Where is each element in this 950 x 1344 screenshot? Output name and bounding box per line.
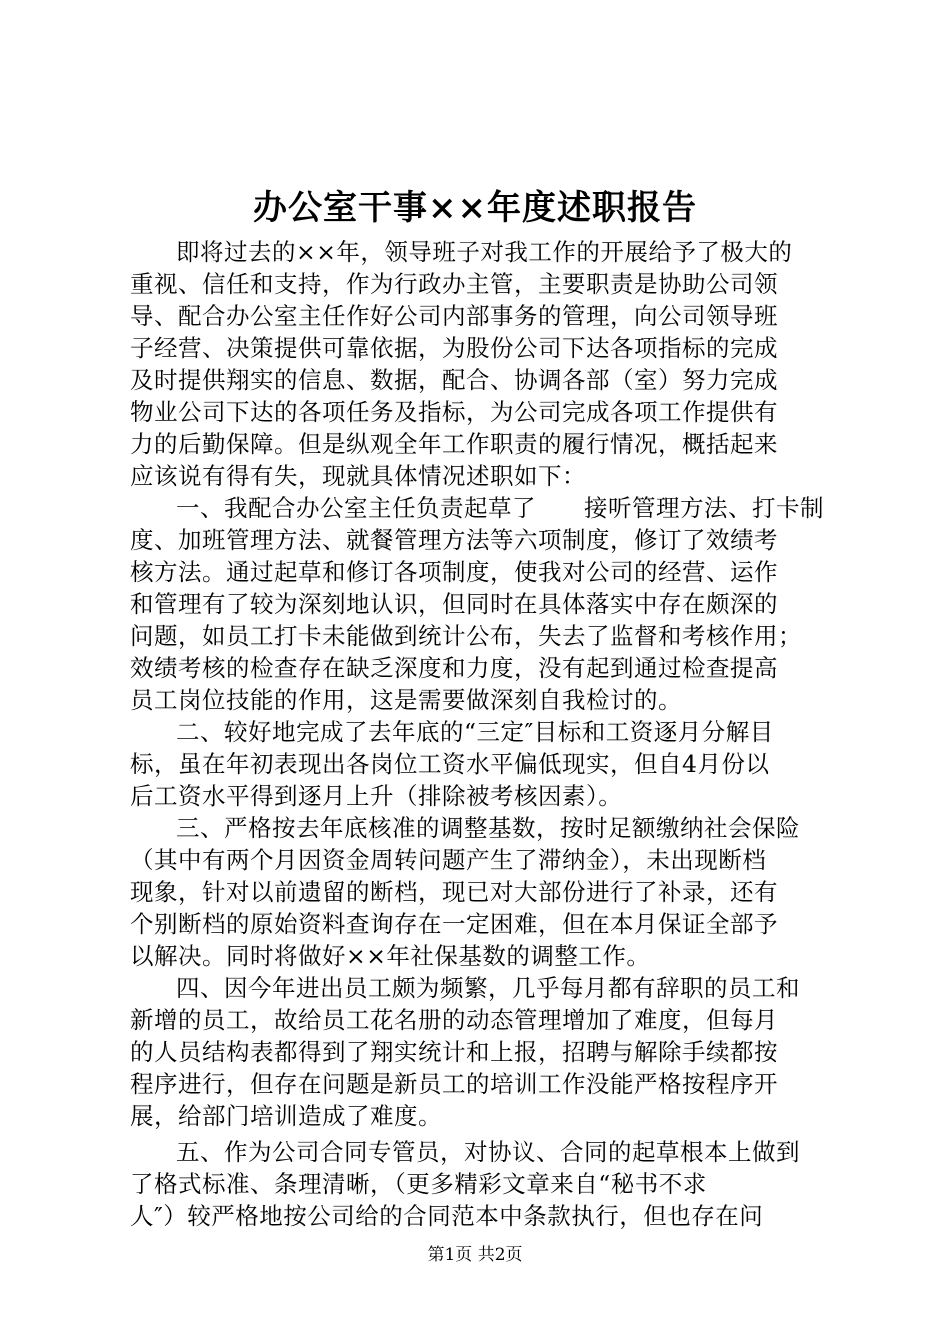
paragraph-line: 程序进行，但存在问题是新员工的培训工作没能严格按程序开: [130, 1070, 778, 1098]
paragraph-line: 效绩考核的检查存在缺乏深度和力度，没有起到通过检查提高: [130, 654, 778, 682]
paragraph-line: 即将过去的××年，领导班子对我工作的开展给予了极大的: [176, 238, 793, 266]
paragraph: [130, 812, 850, 972]
paragraph-line: 了格式标准、条理清晰，（更多精彩文章来自“秘书不求: [130, 1170, 707, 1198]
paragraph-line: 三、严格按去年底核准的调整基数，按时足额缴纳社会保险: [176, 814, 800, 842]
paragraph-line: 核方法。通过起草和修订各项制度，使我对公司的经营、运作: [130, 558, 778, 586]
paragraph-line: 五、作为公司合同专管员，对协议、合同的起草根本上做到: [176, 1138, 800, 1166]
paragraph-line: 一、我配合办公室主任负责起草了 接听管理方法、打卡制: [176, 494, 824, 522]
paragraph-line: 后工资水平得到逐月上升（排除被考核因素）。: [130, 782, 623, 810]
page-footer: 第1页 共2页: [427, 1245, 523, 1265]
paragraph-line: 以解决。同时将做好××年社保基数的调整工作。: [130, 942, 651, 970]
paragraph-line: 及时提供翔实的信息、数据，配合、协调各部（室）努力完成: [130, 366, 778, 394]
paragraph-line: 员工岗位技能的作用，这是需要做深刻自我检讨的。: [130, 686, 682, 714]
document-body: [130, 236, 850, 1232]
paragraph-line: 物业公司下达的各项任务及指标，为公司完成各项工作提供有: [130, 398, 778, 426]
paragraph-line: 个别断档的原始资料查询存在一定困难，但在本月保证全部予: [130, 910, 778, 938]
paragraph-line: 问题，如员工打卡未能做到统计公布，失去了监督和考核作用；: [130, 622, 802, 650]
paragraph-line: 新增的员工，故给员工花名册的动态管理增加了难度，但每月: [130, 1006, 778, 1034]
paragraph: [130, 1136, 850, 1232]
paragraph-line: 二、较好地完成了去年底的“三定″目标和工资逐月分解目: [176, 718, 774, 746]
document-title: 办公室干事××年度述职报告: [253, 188, 697, 228]
paragraph-line: 展，给部门培训造成了难度。: [130, 1102, 442, 1130]
paragraph-line: 现象，针对以前遗留的断档，现已对大部份进行了补录，还有: [130, 878, 778, 906]
paragraph-line: 和管理有了较为深刻地认识，但同时在具体落实中存在颇深的: [130, 590, 778, 618]
paragraph-line: 重视、信任和支持，作为行政办主管，主要职责是协助公司领: [130, 270, 778, 298]
paragraph-line: 四、因今年进出员工颇为频繁，几乎每月都有辞职的员工和: [176, 974, 800, 1002]
paragraph-line: 标，虽在年初表现出各岗位工资水平偏低现实，但自4月份以: [130, 750, 770, 778]
paragraph-line: 的人员结构表都得到了翔实统计和上报，招聘与解除手续都按: [130, 1038, 778, 1066]
paragraph-line: 应该说有得有失，现就具体情况述职如下：: [130, 462, 586, 490]
paragraph-line: 导、配合办公室主任作好公司内部事务的管理，向公司领导班: [130, 302, 778, 330]
paragraph: [130, 492, 850, 716]
paragraph-line: （其中有两个月因资金周转问题产生了滞纳金），未出现断档: [130, 846, 767, 874]
paragraph-line: 度、加班管理方法、就餐管理方法等六项制度，修订了效绩考: [130, 526, 778, 554]
paragraph-line: 子经营、决策提供可靠依据，为股份公司下达各项指标的完成: [130, 334, 778, 362]
paragraph-line: 力的后勤保障。但是纵观全年工作职责的履行情况，概括起来: [130, 430, 778, 458]
paragraph: [130, 236, 850, 492]
paragraph-line: 人″）较严格地按公司给的合同范本中条款执行，但也存在问: [130, 1202, 764, 1230]
paragraph: [130, 716, 850, 812]
paragraph: [130, 972, 850, 1132]
